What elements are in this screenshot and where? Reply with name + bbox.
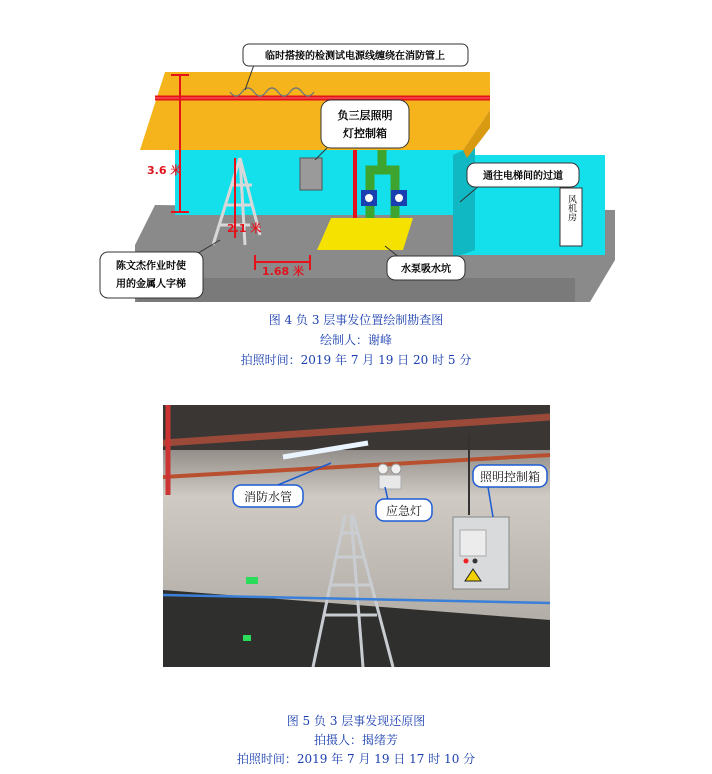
figure5-title: 图 5 负 3 层事发现还原图 (286, 714, 426, 728)
emergency-light (378, 464, 388, 474)
svg-text:灯控制箱: 灯控制箱 (343, 127, 387, 140)
svg-text:通往电梯间的过道: 通往电梯间的过道 (483, 171, 563, 182)
control-box-led (464, 559, 469, 564)
ladder-height-label: 2.1 米 (227, 222, 262, 235)
control-box-switch (473, 559, 478, 564)
distance-label: 1.68 米 (262, 265, 304, 278)
svg-text:陈文杰作业时使: 陈文杰作业时使 (116, 261, 186, 272)
fan-room-label: 风机房 (566, 194, 576, 222)
svg-text:照明控制箱: 照明控制箱 (479, 470, 541, 484)
sump-pit (317, 218, 413, 250)
emergency-light-base (379, 475, 401, 489)
floor-exit-sign (243, 635, 251, 641)
site-survey-diagram (95, 40, 615, 302)
figure4-time: 拍照时间：2019 年 7 月 19 日 20 时 5 分 (240, 353, 472, 367)
svg-text:应急灯: 应急灯 (385, 504, 423, 518)
svg-text:消防水管: 消防水管 (243, 490, 293, 504)
svg-text:用的金属人字梯: 用的金属人字梯 (116, 279, 186, 290)
emergency-light-2 (391, 464, 401, 474)
light-control-box (300, 158, 322, 190)
figure5-time: 拍照时间：2019 年 7 月 19 日 17 时 10 分 (236, 752, 476, 766)
height-label: 3.6 米 (147, 164, 182, 177)
figure4-author: 绘制人：谢峰 (319, 333, 392, 347)
figure5-author: 拍摄人：揭绪芳 (313, 733, 398, 747)
svg-text:负三层照明: 负三层照明 (337, 109, 393, 122)
control-box-panel (460, 530, 486, 556)
exit-sign (246, 577, 258, 584)
back-wall (175, 150, 475, 215)
figure4-title: 图 4 负 3 层事发位置绘制勘查图 (268, 313, 444, 327)
right-wall-side (453, 145, 475, 258)
valve-left-dot (365, 194, 373, 202)
valve-right-dot (395, 194, 403, 202)
svg-text:临时搭接的检测试电源线缠绕在消防管上: 临时搭接的检测试电源线缠绕在消防管上 (265, 51, 445, 62)
scene-photo (163, 405, 550, 667)
ceiling (140, 72, 490, 150)
svg-text:水泵吸水坑: 水泵吸水坑 (401, 264, 451, 275)
